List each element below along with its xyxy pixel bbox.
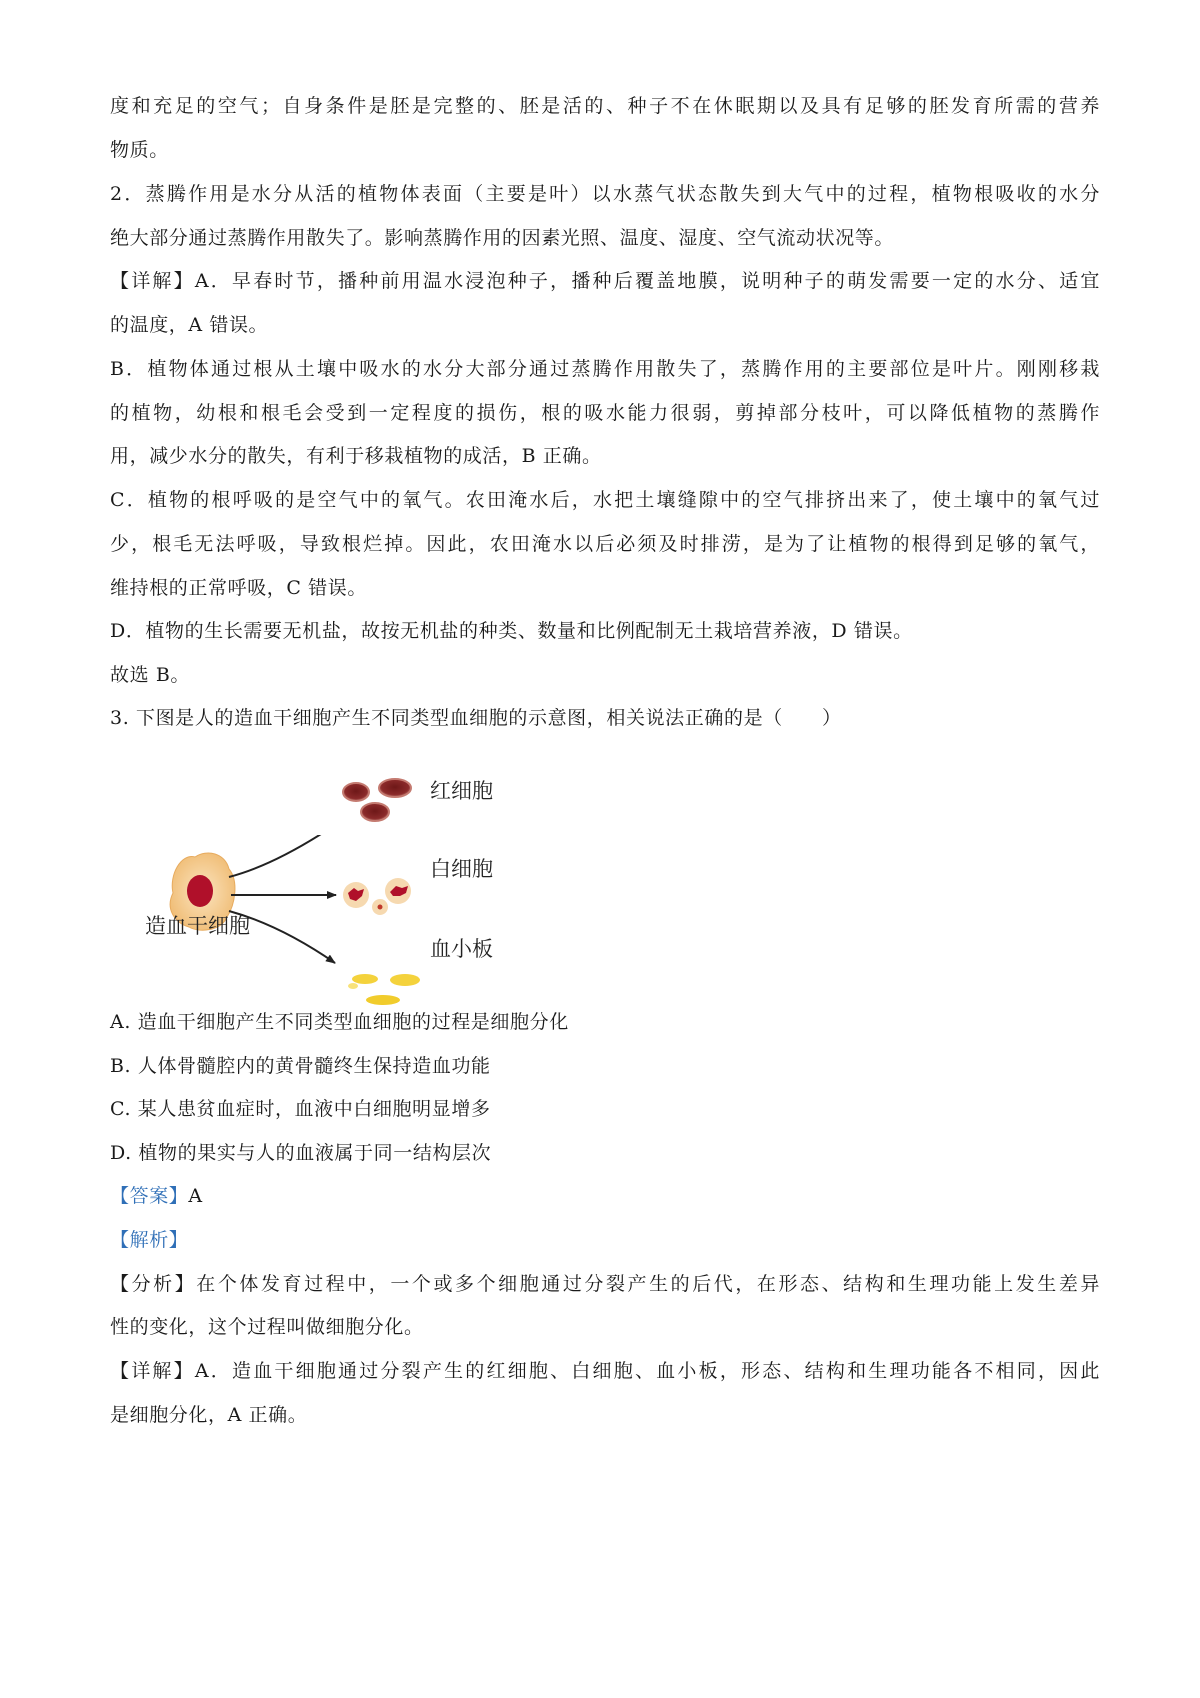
option-a: A. 造血干细胞产生不同类型血细胞的过程是细胞分化 [110, 1011, 569, 1033]
white-cell-nucleus [378, 905, 383, 910]
detail3-line2: 是细胞分化，A 正确。 [110, 1404, 308, 1426]
detail-c-line2: 少，根毛无法呼吸，导致根烂掉。因此，农田淹水以后必须及时排涝，是为了让植物的根得到足够的氧气， [110, 533, 1100, 555]
platelet [390, 974, 420, 986]
detail-a-line2: 的温度，A 错误。 [110, 314, 269, 336]
para1-line1: 度和充足的空气；自身条件是胚是完整的、胚是活的、种子不在休眠期以及具有足够的胚发育所需的营养 [110, 95, 1100, 117]
answer-line [110, 1182, 1100, 1210]
option-d: D. 植物的果实与人的血液属于同一结构层次 [110, 1142, 492, 1164]
para2-line2: 绝大部分通过蒸腾作用散失了。影响蒸腾作用的因素光照、温度、湿度、空气流动状况等。 [110, 227, 895, 249]
answer-value: A [188, 1185, 203, 1207]
choose-answer-line: 故选 B。 [110, 664, 191, 686]
analysis-tag: 【解析】 [110, 1229, 189, 1251]
platelet [352, 974, 378, 984]
platelet-label: 血小板 [430, 937, 493, 961]
white-cell-label: 白细胞 [430, 857, 493, 881]
platelet [366, 995, 400, 1005]
detail-b-line3: 用，减少水分的散失，有利于移栽植物的成活，B 正确。 [110, 445, 602, 467]
detail-c-line3: 维持根的正常呼吸，C 错误。 [110, 577, 367, 599]
detail-c-line1: C．植物的根呼吸的是空气中的氧气。农田淹水后，水把土壤缝隙中的空气排挤出来了，使土壤中的氧气过 [110, 489, 1100, 511]
option-b: B. 人体骨髓腔内的黄骨髓终生保持造血功能 [110, 1055, 491, 1077]
question-3-stem: 3. 下图是人的造血干细胞产生不同类型血细胞的示意图，相关说法正确的是（ ） [110, 707, 842, 729]
detail-b-line2: 的植物，幼根和根毛会受到一定程度的损伤，根的吸水能力很弱，剪掉部分枝叶，可以降低植物的蒸腾作 [110, 402, 1100, 424]
red-cell [379, 779, 411, 797]
detail-d-line: D．植物的生长需要无机盐，故按无机盐的种类、数量和比例配制无土栽培营养液，D 错误。 [110, 620, 913, 642]
analysis-line1: 【分析】在个体发育过程中，一个或多个细胞通过分裂产生的后代，在形态、结构和生理功能上发生差异 [110, 1273, 1100, 1295]
arrow-to-red-cells [229, 835, 335, 877]
stem-cell-nucleus [187, 875, 213, 907]
stem-cell-label: 造血干细胞 [145, 914, 250, 938]
answer-tag: 【答案】 [110, 1185, 189, 1207]
detail3-line1: 【详解】A．造血干细胞通过分裂产生的红细胞、白细胞、血小板，形态、结构和生理功能各不相同，因此 [110, 1360, 1100, 1382]
para1-line2: 物质。 [110, 139, 169, 161]
red-cell-label: 红细胞 [430, 779, 493, 803]
detail-a-line1: 【详解】A．早春时节，播种前用温水浸泡种子，播种后覆盖地膜，说明种子的萌发需要一定的水分、适宜 [110, 270, 1100, 292]
red-cells-group [335, 773, 425, 828]
red-cell [343, 783, 369, 801]
red-cell [361, 803, 389, 821]
analysis-line2: 性的变化，这个过程叫做细胞分化。 [110, 1316, 424, 1338]
white-cells-group [338, 877, 433, 917]
platelet [348, 983, 358, 989]
para2-line1: 2．蒸腾作用是水分从活的植物体表面（主要是叶）以水蒸气状态散失到大气中的过程，植物根吸收的水分 [110, 183, 1100, 205]
option-c: C. 某人患贫血症时，血液中白细胞明显增多 [110, 1098, 491, 1120]
detail-b-line1: B．植物体通过根从土壤中吸水的水分大部分通过蒸腾作用散失了，蒸腾作用的主要部位是叶片。刚刚移栽 [110, 358, 1100, 380]
